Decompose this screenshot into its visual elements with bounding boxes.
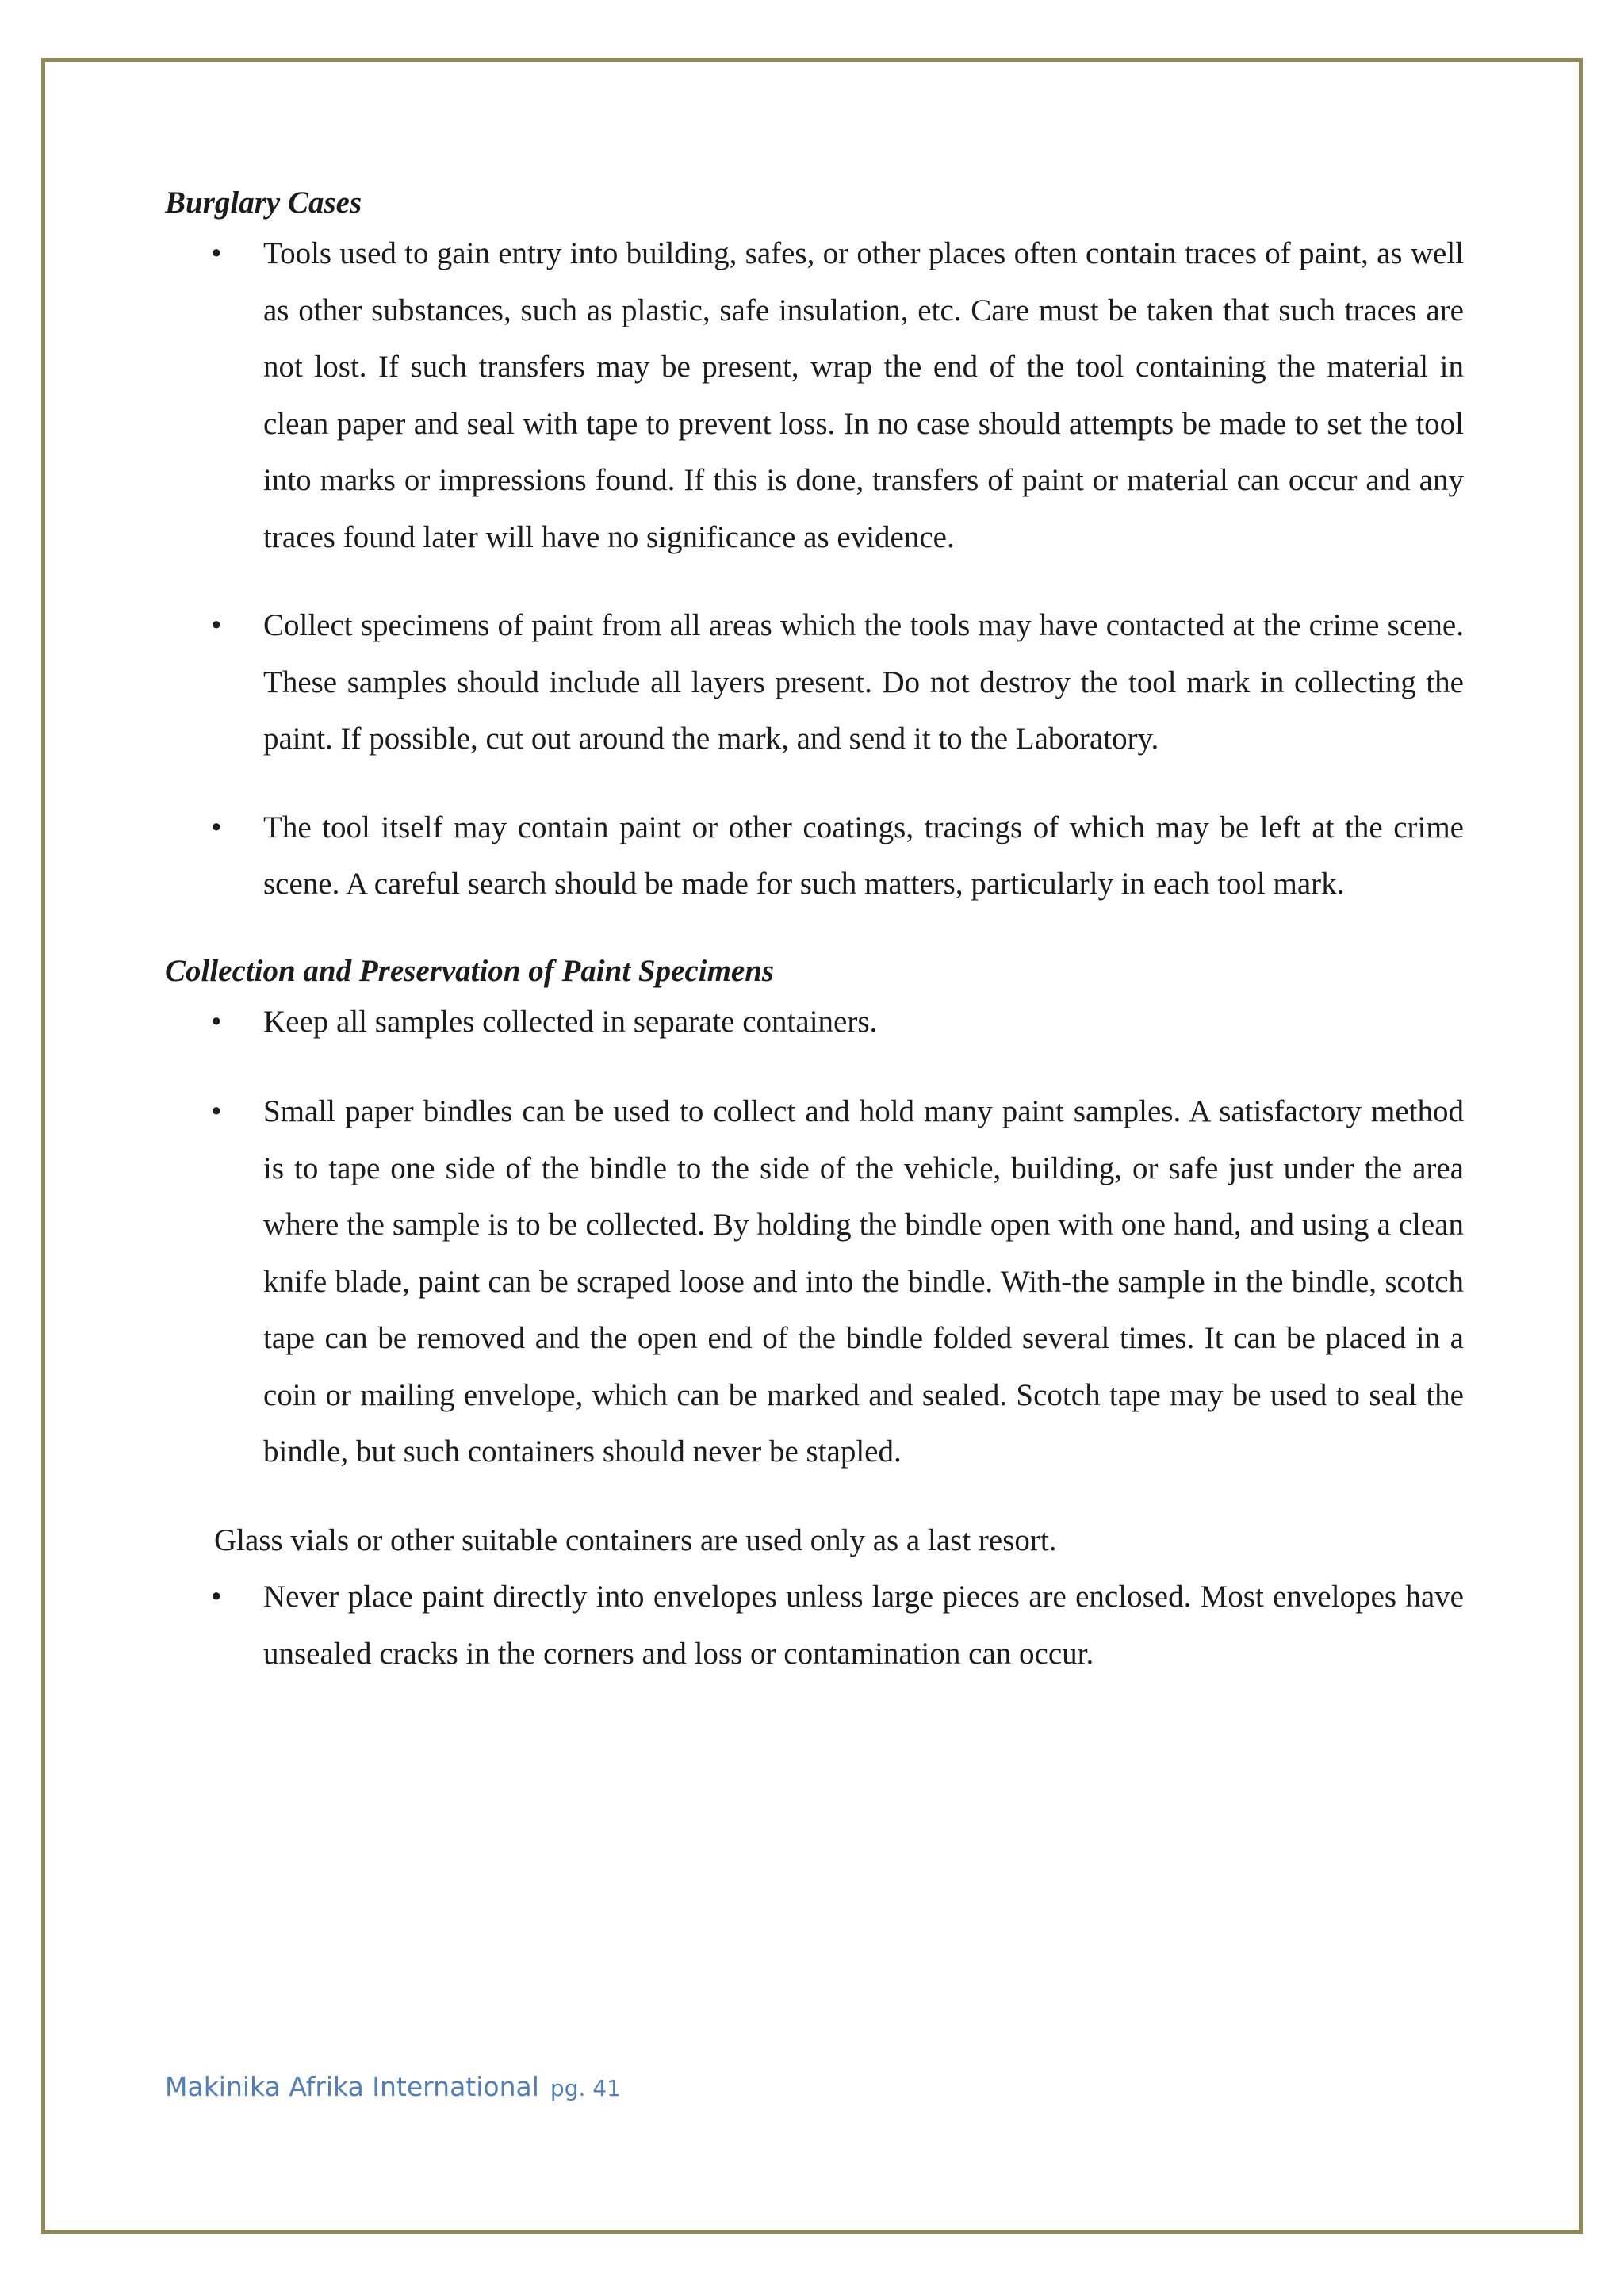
list-item [165,1568,1464,1682]
envelope-bullet-list [165,1568,1464,1682]
list-item [165,994,1464,1051]
list-item-text: Tools used to gain entry into building, safes, or other places often contain traces of paint, as well as other substances, such as plastic, safe insulation, etc. Care must be taken that such traces are not lost. If such transfers may be present, wrap the end of the tool containing the material in clean paper and seal with tape to prevent loss. In no case should attempts be made to set the tool into marks or impressions found. If this is done, transfers of paint or material can occur and any traces found later will have no significance as evidence. [263,236,1464,554]
page-content [165,181,1464,1682]
footer-publisher: Makinika Afrika International [165,2071,539,2102]
footer-page-number: pg. 41 [550,2075,621,2101]
bullet-icon: • [211,810,222,844]
bullet-icon: • [211,1580,222,1614]
list-item-text: The tool itself may contain paint or other coatings, tracings of which may be left at the crime scene. A careful search should be made for such matters, particularly in each tool mark. [263,810,1464,901]
list-item-text: Collect specimens of paint from all areas which the tools may have contacted at the crime scene. These samples should include all layers present. Do not destroy the tool mark in collecting the paint. If possible, cut out around the mark, and send it to the Laboratory. [263,608,1464,756]
list-item-text: Small paper bindles can be used to collect and hold many paint samples. A satisfactory method is to tape one side of the bindle to the side of the vehicle, building, or safe just under the area where the sample is to be collected. By holding the bindle open with one hand, and using a clean knife blade, paint can be scraped loose and into the bindle. With-the sample in the bindle, scotch tape can be removed and the open end of the bindle folded several times. It can be placed in a coin or mailing envelope, which can be marked and sealed. Scotch tape may be used to seal the bindle, but such containers should never be stapled. [263,1094,1464,1469]
list-item [165,1083,1464,1480]
page-footer [165,2070,621,2106]
section-heading-burglary-cases: Burglary Cases [165,186,362,220]
list-item [165,799,1464,913]
bullet-icon: • [211,1004,222,1039]
burglary-bullet-list [165,225,1464,913]
list-item-text: Keep all samples collected in separate containers. [263,1004,878,1039]
list-item [165,225,1464,565]
section-heading-collection-preservation: Collection and Preservation of Paint Specimens [165,953,775,988]
bullet-icon: • [211,608,222,642]
bullet-icon: • [211,1094,222,1128]
bullet-icon: • [211,236,222,270]
list-item-text: Never place paint directly into envelopes unless large pieces are enclosed. Most envelopes have unsealed cracks in the corners and loss or contamination can occur. [263,1580,1464,1671]
collection-bullet-list [165,994,1464,1480]
glass-vials-paragraph: Glass vials or other suitable containers are used only as a last resort. [214,1522,1057,1557]
list-item [165,597,1464,768]
